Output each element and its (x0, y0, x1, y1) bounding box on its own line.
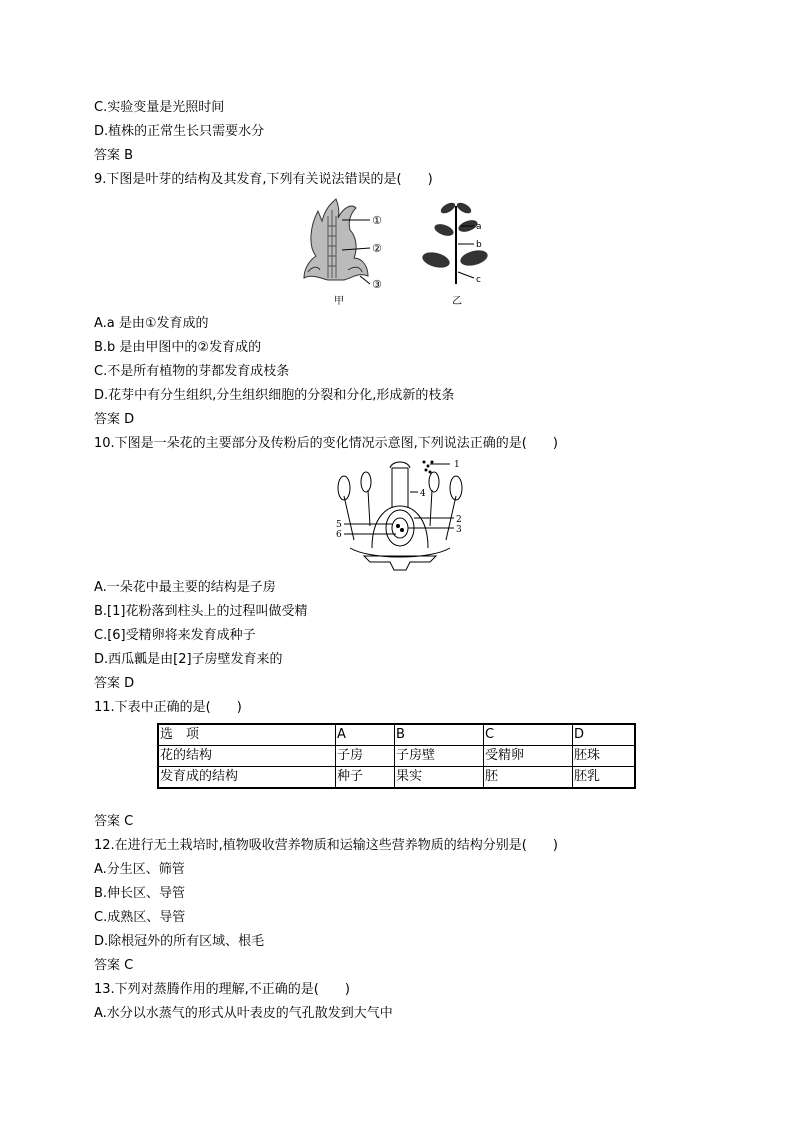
table-cell: 果实 (395, 767, 484, 789)
table-cell: C (484, 724, 573, 746)
label-1: ① (372, 214, 382, 227)
q13-option-a: A.水分以水蒸气的形式从叶表皮的气孔散发到大气中 (94, 1006, 393, 1021)
table-row (158, 724, 635, 746)
table-cell: 子房壁 (395, 746, 484, 767)
q10-option-a: A.一朵花中最主要的结构是子房 (94, 580, 276, 595)
q10-option-c: C.[6]受精卵将来发育成种子 (94, 628, 256, 643)
question-9: 9.下图是叶芽的结构及其发育,下列有关说法错误的是( ) (94, 172, 433, 187)
option-d-prev: D.植株的正常生长只需要水分 (94, 124, 265, 139)
option-c-prev: C.实验变量是光照时间 (94, 100, 225, 115)
table-cell: 胚珠 (573, 746, 636, 767)
table-cell: 胚乳 (573, 767, 636, 789)
label-3: 3 (456, 525, 462, 535)
figure-label-yi: 乙 (452, 296, 462, 307)
answer-9: 答案 D (94, 412, 135, 427)
q10-option-d: D.西瓜瓤是由[2]子房壁发育来的 (94, 652, 283, 667)
label-4: 4 (420, 489, 426, 499)
label-a: a (476, 222, 482, 232)
answer-8: 答案 B (94, 148, 134, 163)
label-2: ② (372, 242, 382, 255)
label-2: 2 (456, 515, 462, 525)
q12-option-b: B.伸长区、导管 (94, 886, 186, 901)
label-5: 5 (336, 520, 342, 530)
table-cell: 受精卵 (484, 746, 573, 767)
q12-option-d: D.除根冠外的所有区域、根毛 (94, 934, 265, 949)
table-cell: D (573, 724, 636, 746)
answer-10: 答案 D (94, 676, 135, 691)
q9-option-c: C.不是所有植物的芽都发育成枝条 (94, 364, 290, 379)
table-cell: 选 项 (158, 724, 336, 746)
label-6: 6 (336, 530, 342, 540)
table-cell: A (336, 724, 395, 746)
label-1: 1 (454, 460, 460, 470)
label-3: ③ (372, 278, 382, 291)
table-row (158, 767, 635, 789)
bud-diagram-jia (304, 199, 370, 284)
answer-12: 答案 C (94, 958, 134, 973)
table-cell: 花的结构 (158, 746, 336, 767)
answer-table (157, 723, 636, 789)
answer-11: 答案 C (94, 814, 134, 829)
label-b: b (476, 240, 482, 250)
table-cell: 种子 (336, 767, 395, 789)
table-cell: B (395, 724, 484, 746)
table-row (158, 746, 635, 767)
table-cell: 子房 (336, 746, 395, 767)
q12-option-a: A.分生区、筛管 (94, 862, 185, 877)
label-c: c (476, 275, 481, 285)
q9-option-a: A.a 是由①发育成的 (94, 316, 209, 331)
leaf-bud-figure (298, 196, 498, 308)
table-cell: 发育成的结构 (158, 767, 336, 789)
question-11: 11.下表中正确的是( ) (94, 700, 242, 715)
table-cell: 胚 (484, 767, 573, 789)
question-10: 10.下图是一朵花的主要部分及传粉后的变化情况示意图,下列说法正确的是( ) (94, 436, 558, 451)
flower-figure (330, 456, 470, 572)
q9-option-b: B.b 是由甲图中的②发育成的 (94, 340, 262, 355)
question-12: 12.在进行无土栽培时,植物吸收营养物质和运输这些营养物质的结构分别是( ) (94, 838, 558, 853)
q9-option-d: D.花芽中有分生组织,分生组织细胞的分裂和分化,形成新的枝条 (94, 388, 455, 403)
question-13: 13.下列对蒸腾作用的理解,不正确的是( ) (94, 982, 350, 997)
figure-label-jia: 甲 (334, 296, 344, 307)
q12-option-c: C.成熟区、导管 (94, 910, 186, 925)
q10-option-b: B.[1]花粉落到柱头上的过程叫做受精 (94, 604, 308, 619)
